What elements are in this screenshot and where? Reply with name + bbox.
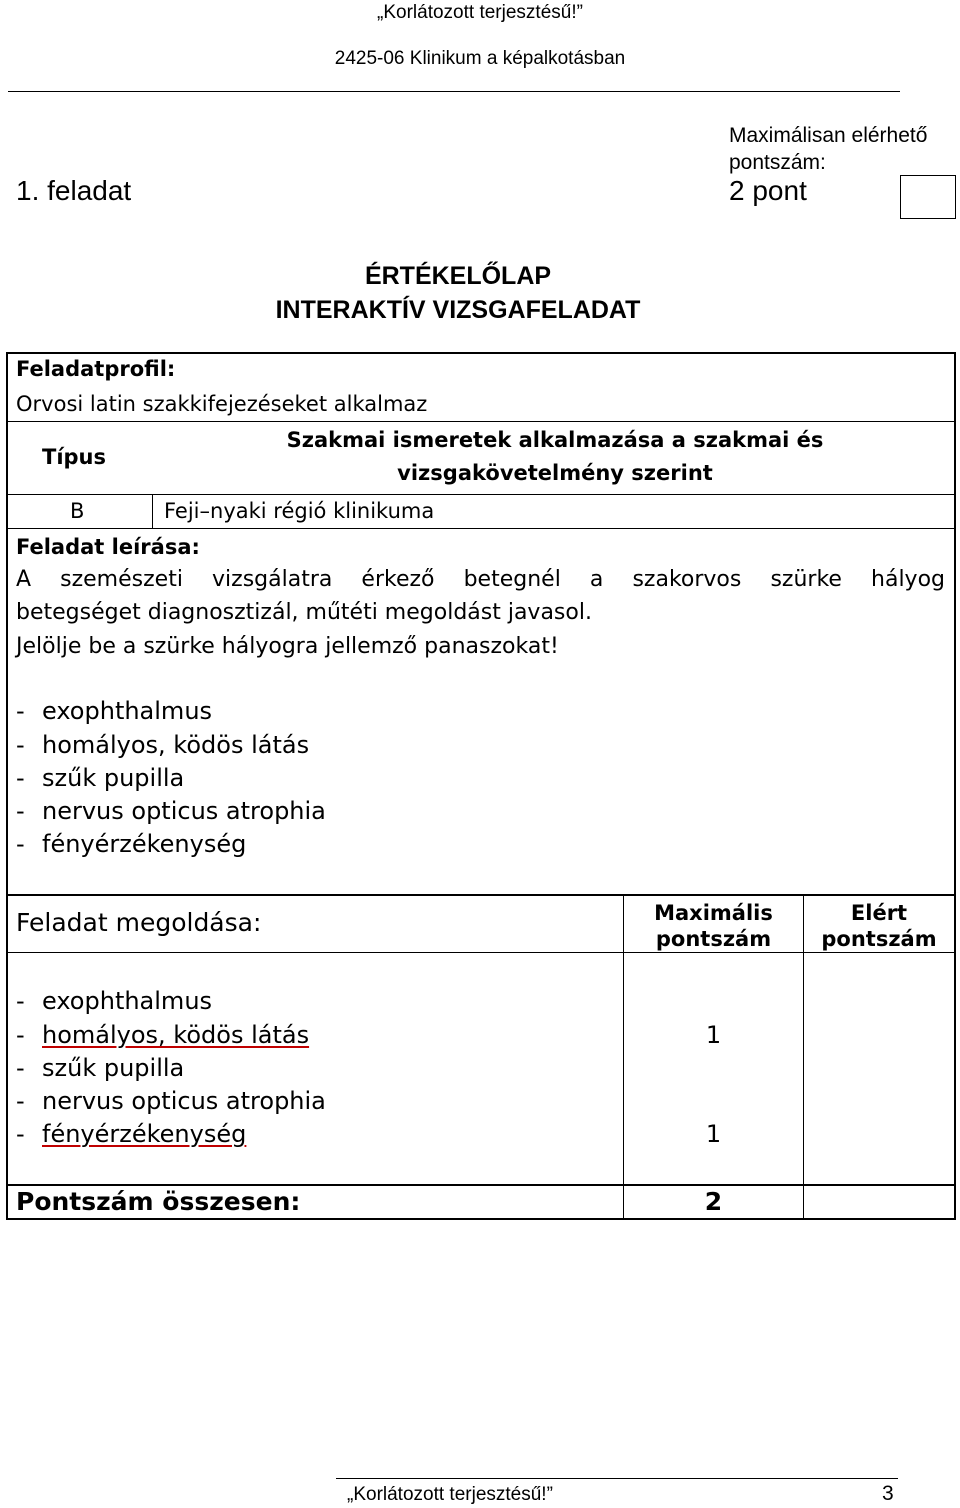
option-item[interactable]: - homályos, ködös látás (16, 731, 310, 759)
task-number: 1. feladat (16, 175, 132, 206)
description-label: Feladat leírása: (16, 535, 200, 559)
achieved-score-column: Elért pontszám (821, 901, 937, 951)
solution-label: Feladat megoldása: (16, 908, 262, 937)
max-score-column: Maximális pontszám (654, 901, 773, 951)
description-line3: Jelölje be a szürke hályogra jellemző panaszokat! (16, 634, 559, 659)
type-value: Feji–nyaki régió klinikuma (164, 499, 435, 523)
type-desc-line1: Szakmai ismeretek alkalmazása a szakmai és (286, 428, 824, 452)
profile-value: Orvosi latin szakkifejezéseket alkalmaz (16, 392, 428, 416)
option-item[interactable]: - exophthalmus (16, 697, 213, 725)
description-line1: A szemészeti vizsgálatra érkező betegnél a szakorvos szürke hályog (16, 567, 945, 592)
header-rule (8, 91, 900, 92)
solution-row: - homályos, ködös látás (16, 1021, 310, 1049)
type-label: Típus (42, 445, 107, 469)
total-value: 2 (704, 1187, 723, 1216)
max-points-value: 2 pont (729, 175, 807, 206)
page-title: ÉRTÉKELŐLAP (364, 262, 552, 290)
profile-label: Feladatprofil: (16, 357, 176, 381)
page-subtitle: INTERAKTÍV VIZSGAFELADAT (275, 296, 641, 324)
option-item[interactable]: - fényérzékenység (16, 830, 247, 858)
solution-row: - nervus opticus atrophia (16, 1087, 326, 1115)
solution-row: - fényérzékenység (16, 1120, 247, 1148)
exam-code: 2425-06 Klinikum a képalkotásban (334, 48, 626, 69)
total-label: Pontszám összesen: (16, 1187, 301, 1216)
row-max-points: 1 (705, 1021, 722, 1049)
restricted-header: „Korlátozott terjesztésű!” (377, 2, 583, 23)
solution-row: - exophthalmus (16, 987, 213, 1015)
type-desc-line2: vizsgakövetelmény szerint (397, 461, 713, 485)
restricted-footer: „Korlátozott terjesztésű!” (347, 1484, 553, 1505)
option-item[interactable]: - szűk pupilla (16, 764, 185, 792)
type-code: B (70, 499, 85, 523)
max-points-label: Maximálisan elérhető pontszám: (729, 124, 928, 174)
score-box[interactable] (900, 175, 956, 219)
solution-row: - szűk pupilla (16, 1054, 185, 1082)
achieved-total-cell[interactable] (806, 1188, 952, 1216)
description-line2: betegséget diagnosztizál, műtéti megoldást javasol. (16, 600, 592, 625)
option-item[interactable]: - nervus opticus atrophia (16, 797, 326, 825)
row-max-points: 1 (705, 1120, 722, 1148)
page-number: 3 (882, 1482, 894, 1505)
footer-rule (336, 1478, 898, 1479)
